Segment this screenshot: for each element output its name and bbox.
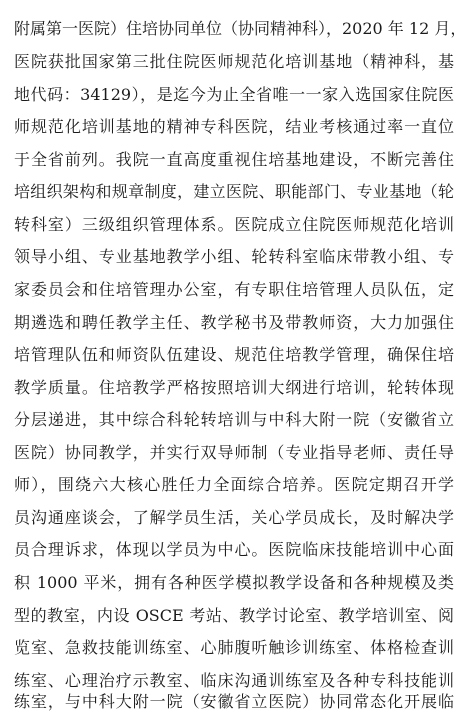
text-line: 地代码：34129），是迄今为止全省唯一一家入选国家住院医	[14, 85, 454, 104]
text-line: 师规范化培训基地的精神专科医院，结业考核通过率一直位	[14, 117, 454, 136]
text-line: 领导小组、专业基地教学小组、轮转科室临床带教小组、专	[14, 247, 454, 266]
text-line: 型的教室，内设 OSCE 考站、教学讨论室、教学培训室、阅	[14, 606, 454, 625]
text-line: 练室，与中科大附一院（安徽省立医院）协同常态化开展临	[14, 692, 454, 711]
text-line: 览室、急救技能训练室、心肺腹听触诊训练室、体格检查训	[14, 638, 454, 657]
text-line: 培管理队伍和师资队伍建设、规范住培教学管理，确保住培	[14, 345, 454, 364]
text-line: 医院获批国家第三批住院医师规范化培训基地（精神科，基	[14, 52, 454, 71]
text-line: 医院）协同教学，并实行双导师制（专业指导老师、责任导	[14, 443, 454, 462]
text-line: 期遴选和聘任教学主任、教学秘书及带教师资，大力加强住	[14, 313, 454, 332]
text-line: 练室、心理治疗示教室、临床沟通训练室及各种专科技能训	[14, 671, 454, 690]
text-line: 于全省前列。我院一直高度重视住培基地建设，不断完善住	[14, 150, 454, 169]
text-line: 分层递进，其中综合科轮转培训与中科大附一院（安徽省立	[14, 410, 454, 429]
text-line: 培组织架构和规章制度，建立医院、职能部门、专业基地（轮	[14, 182, 454, 201]
text-line: 附属第一医院）住培协同单位（协同精神科），2020 年 12 月，	[14, 19, 467, 38]
text-line: 员沟通座谈会，了解学员生活，关心学员成长，及时解决学	[14, 508, 454, 527]
text-line: 家委员会和住培管理办公室，有专职住培管理人员队伍，定	[14, 280, 454, 299]
text-line: 转科室）三级组织管理体系。医院成立住院医师规范化培训	[14, 215, 454, 234]
text-line: 员合理诉求，体现以学员为中心。医院临床技能培训中心面	[14, 540, 454, 559]
text-line: 师），围绕六大核心胜任力全面综合培养。医院定期召开学	[14, 475, 454, 494]
text-line: 积 1000 平米，拥有各种医学模拟教学设备和各种规模及类	[14, 573, 454, 592]
text-line: 教学质量。住培教学严格按照培训大纲进行培训，轮转体现	[14, 378, 454, 397]
